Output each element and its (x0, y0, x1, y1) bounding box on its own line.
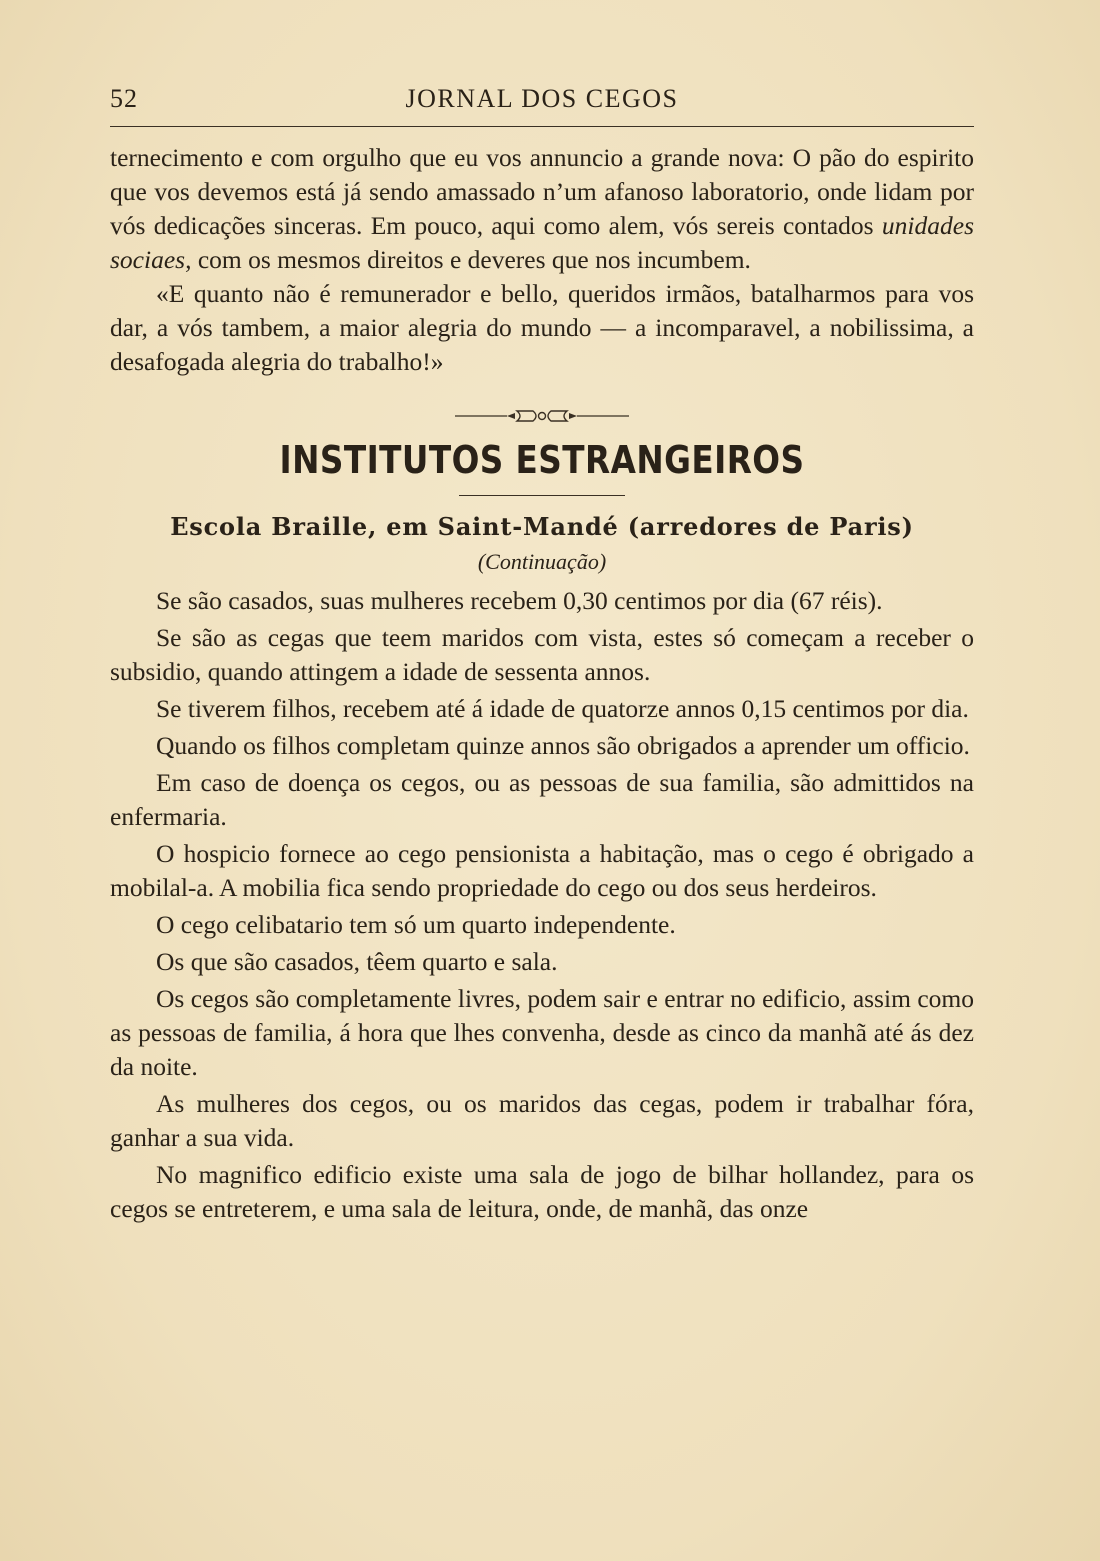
paragraph: Se são casados, suas mulheres recebem 0,30 centimos por dia (67 réis). (156, 586, 883, 615)
paragraph: O hospicio fornece ao cego pensionista a habitação, mas o cego é obrigado a mobilal-a. A mobilia fica sendo propriedade do cego ou dos seus herdeiros. (110, 839, 974, 902)
header-rule (110, 126, 974, 127)
section-ornament (455, 409, 629, 423)
paragraph: Se tiverem filhos, recebem até á idade de quatorze annos 0,15 centimos por dia. (156, 694, 969, 723)
paragraph: Em caso de doença os cegos, ou as pessoas de sua familia, são admittidos na enfermaria. (110, 768, 974, 831)
paragraph: As mulheres dos cegos, ou os maridos das cegas, podem ir trabalhar fóra, ganhar a sua vida. (110, 1089, 974, 1152)
title-rule (459, 495, 625, 496)
paragraph: O cego celibatario tem só um quarto independente. (156, 910, 676, 939)
article-subtitle: Escola Braille, em Saint-Mandé (arredores de Paris) (170, 512, 914, 541)
intro-text (110, 141, 974, 379)
emphasis-text: unidades sociaes, (110, 211, 974, 274)
section-title: INSTITUTOS ESTRANGEIROS (279, 438, 805, 482)
intro-paragraph: ternecimento e com orgulho que eu vos annuncio a grande nova: O pão do espirito que vos devemos está já sendo amassado n’um afanoso laboratorio, onde lidam por vós dedicações sinceras. Em pouco, aqui como alem, vós sereis contados unidades sociaes, com os mesmos direitos e deveres que nos incumbem. (110, 143, 974, 274)
paragraph: Os que são casados, têem quarto e sala. (156, 947, 558, 976)
page-number: 52 (110, 84, 138, 113)
paragraph: Se são as cegas que teem maridos com vista, estes só começam a receber o subsidio, quando attingem a idade de sessenta annos. (110, 623, 974, 686)
running-header (110, 78, 974, 122)
intro-paragraph: «E quanto não é remunerador e bello, queridos irmãos, batalharmos para vos dar, a vós tambem, a maior alegria do mundo — a incomparavel, a nobilissima, a desafogada alegria do trabalho!» (110, 279, 974, 376)
paragraph: Quando os filhos completam quinze annos são obrigados a aprender um officio. (156, 731, 970, 760)
article-body (110, 584, 974, 1226)
paragraph: Os cegos são completamente livres, podem sair e entrar no edificio, assim como as pessoas de familia, á hora que lhes convenha, desde as cinco da manhã até ás dez da noite. (110, 984, 974, 1081)
paragraph: No magnifico edificio existe uma sala de jogo de bilhar hollandez, para os cegos se entreterem, e uma sala de leitura, onde, de manhã, das onze (110, 1160, 974, 1223)
journal-title: JORNAL DOS CEGOS (405, 84, 679, 113)
document-page (110, 78, 974, 1229)
continuation-note: (Continuação) (477, 549, 607, 574)
